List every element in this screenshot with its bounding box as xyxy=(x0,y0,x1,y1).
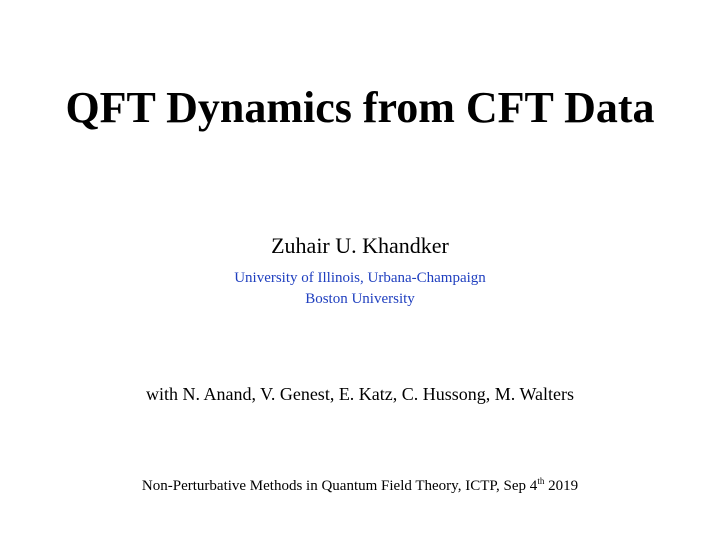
collaborators-line: with N. Anand, V. Genest, E. Katz, C. Hussong, M. Walters xyxy=(145,384,575,404)
event-year: 2019 xyxy=(544,478,579,494)
ordinal-suffix: th xyxy=(537,476,545,486)
author-name: Zuhair U. Khandker xyxy=(271,233,449,258)
event-text: Non-Perturbative Methods in Quantum Field Theory, ICTP, Sep 4 xyxy=(141,478,538,494)
affiliation-secondary: Boston University xyxy=(305,291,415,307)
affiliation-primary: University of Illinois, Urbana-Champaign xyxy=(234,270,486,286)
event-line xyxy=(0,476,720,496)
slide-title: QFT Dynamics from CFT Data xyxy=(65,83,655,132)
